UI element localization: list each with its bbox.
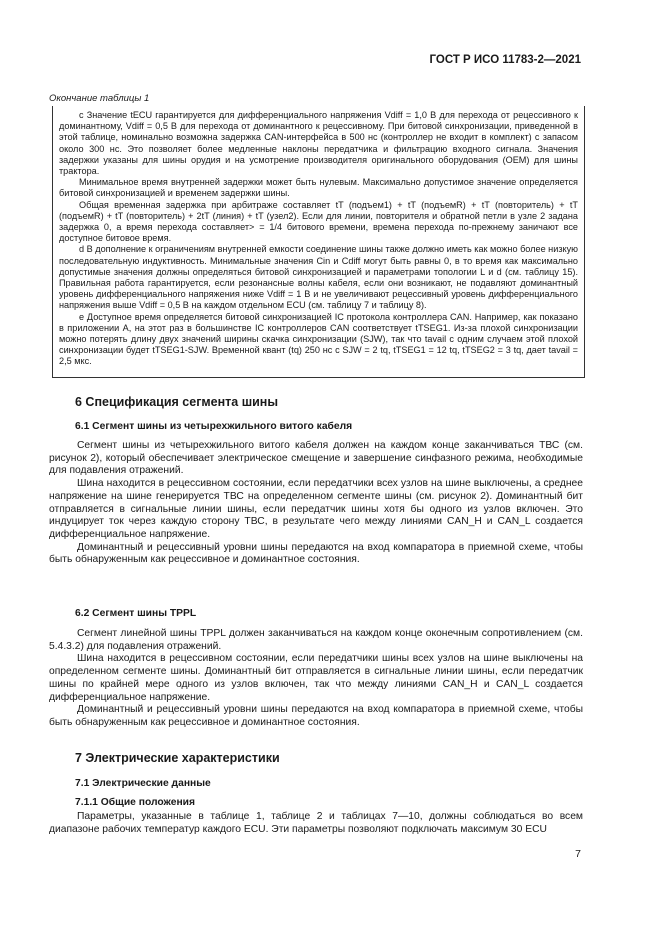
footnote-d: d В дополнение к ограничениям внутренней емкости соединение шины также должно иметь как можно более низкую последовательную индуктивность. Минимальные значения Cin и Cdiff могут быть равны 0, в то время как максимально допустимые значения должны определяться битовой синхронизацией и параметрами топологии L и d (см. таблицу 15). Правильная работа гарантируется, если резонансные волны кабеля, если они возникают, не подавляют доминантный уровень дифференциального напряжения ниже Vdiff = 1 В и не увеличивают рецессивный уровень дифференциального напряжения выше Vdiff = 0,5 В на каждом отдельном ECU (см. таблицу 7 и таблицу 8). xyxy=(59,244,578,311)
footnote-c-total-delay: Общая временная задержка при арбитраже составляет tT (подъем1) + tT (подъемR) + tT (повторитель) + tT (подъемR) + tT (повторитель) + 2tT (линия) + tT (узел2). Если для линии, повторителя и обратной петли в узле 2 задана задержка 0, а время перехода составляет> = 1/4 битового времени, времена перехода по-прежнему заничают все доступное битовое время. xyxy=(59,199,578,244)
section-6-1-heading: 6.1 Сегмент шины из четырехжильного витого кабеля xyxy=(75,421,353,432)
section-6-2-heading: 6.2 Сегмент шины TPPL xyxy=(75,608,197,619)
section-6-heading: 6 Спецификация сегмента шины xyxy=(75,395,279,409)
paragraph: Сегмент линейной шины TPPL должен заканчиваться на каждом конце оконечным сопротивлением (см. 5.4.3.2) для подавления отражений. xyxy=(49,628,583,652)
section-6-2-body xyxy=(49,628,583,730)
page-number: 7 xyxy=(575,848,581,860)
standard-header: ГОСТ Р ИСО 11783-2—2021 xyxy=(429,54,581,66)
paragraph: Параметры, указанные в таблице 1, таблице 2 и таблицах 7—10, должны соблюдаться во всем диапазоне рабочих температур каждого ECU. Эти параметры позволяют подключать максимум 30 ECU xyxy=(49,811,583,835)
section-7-1-1-heading: 7.1.1 Общие положения xyxy=(75,797,195,808)
paragraph: Шина находится в рецессивном состоянии, если передатчики всех узлов на шине выключены, а среднее напряжение на шине генерируется ТВС на определенном сегменте шины (см. рисунок 2). Доминантный бит отправляется в сигнальные линии шины, если передатчик шины хотя бы одного из узлов включен. Это индуцирует ток через каждую сторону ТВС, в результате чего между линиями CAN_H и CAN_L создается дифференциальное напряжение. xyxy=(49,478,583,540)
paragraph: Сегмент шины из четырехжильного витого кабеля должен на каждом конце заканчиваться ТВС (см. рисунок 2), который обеспечивает электрическое смещение и завершение синфазного режима, необходимые для подавления отражений. xyxy=(49,440,583,477)
footnote-c-min-delay: Минимальное время внутренней задержки может быть нулевым. Максимально допустимое значение определяется битовой синхронизацией и временем задержки шины. xyxy=(59,177,578,199)
footnote-c: c Значение tECU гарантируется для дифференциального напряжения Vdiff = 1,0 В для перехода от рецессивного к доминантному, Vdiff = 0,5 В для перехода от доминантного к рецессивному. При битовой синхронизации, приведенной в этой таблице, номинально возможна задержка CAN-интерфейса в 500 нс (контроллер не входит в комплект) с запасом около 300 нс. Это позволяет более медленные наклоны передатчика и фильтрацию входного сигнала. Значения задержки указаны для шины орудия и на усмотрение производителя оригинального оборудования (OEM) для шины трактора. xyxy=(59,110,578,177)
table-continuation-label: Окончание таблицы 1 xyxy=(49,93,150,104)
section-6-1-body xyxy=(49,440,583,567)
section-7-heading: 7 Электрические характеристики xyxy=(75,751,280,765)
paragraph: Доминантный и рецессивный уровни шины передаются на вход компаратора в приемной схеме, чтобы быть обнаруженным как рецессивное и доминантное состояния. xyxy=(49,541,583,566)
paragraph: Доминантный и рецессивный уровни шины передаются на вход компаратора в приемной схеме, чтобы быть обнаруженным как рецессивное и доминантное состояния. xyxy=(49,704,583,728)
footnote-e: e Доступное время определяется битовой синхронизацией IC протокола контроллера CAN. Например, как показано в приложении А, на этот раз в большинстве IC контроллеров CAN соответствует tTSEG1. Из-за плохой синхронизации можно потерять длину двух значений ширины скачка синхронизации (SJW), так что tavail с одним случаем этой плохой синхронизации будет tTSEG1-SJW. Временной квант (tq) 250 нс с SJW = 2 tq, tTSEG1 = 12 tq, tTSEG2 = 3 tq, дает tavail = 2,5 мкс. xyxy=(59,311,578,367)
paragraph: Шина находится в рецессивном состоянии, если передатчики шины всех узлов на шине выключены на определенном сегменте шины. Доминантный бит отправляется в сигнальные линии шины, если передатчик шины по крайней мере одного из узлов включен, так что между линиями CAN_H и CAN_L создается дифференциальное напряжение. xyxy=(49,653,583,703)
section-7-1-1-body xyxy=(49,811,583,836)
section-7-1-heading: 7.1 Электрические данные xyxy=(75,778,211,789)
table-footnotes-box xyxy=(52,106,585,378)
